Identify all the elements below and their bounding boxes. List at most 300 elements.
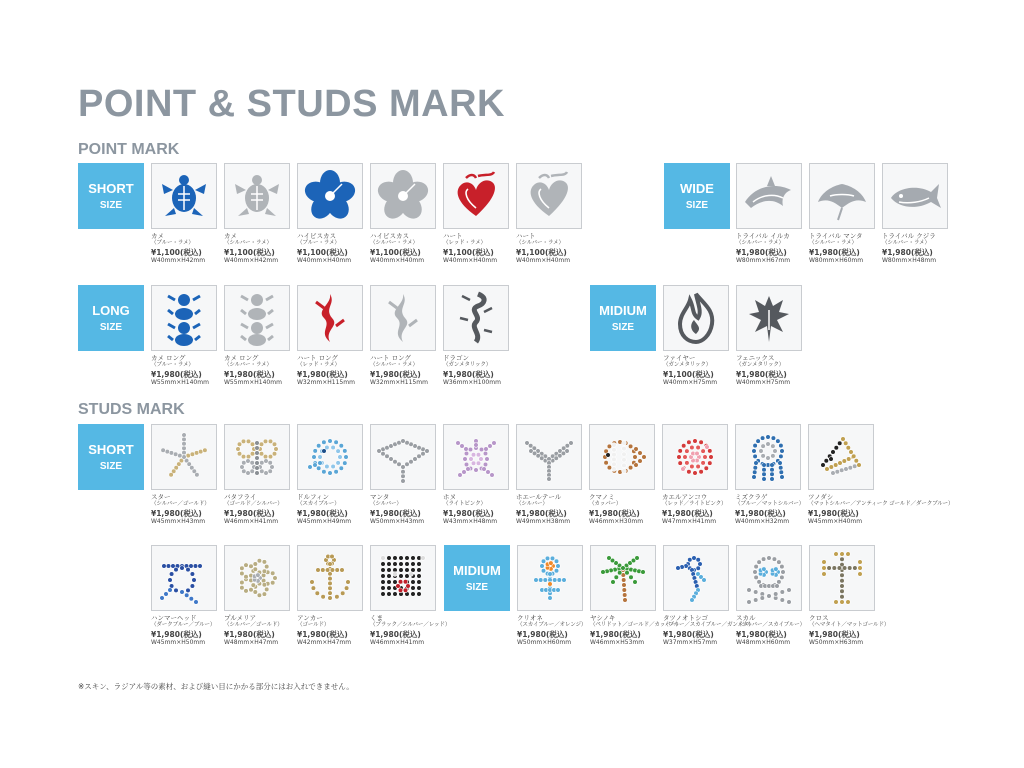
product-color: （シルバー／スカイブルー） (736, 622, 806, 628)
dragon-icon (448, 290, 504, 346)
product-item (224, 545, 294, 647)
product-price: ¥1,100(税込) (663, 369, 714, 379)
size-tag-line2: SIZE (465, 581, 489, 593)
product-price: ¥1,100(税込) (370, 247, 421, 257)
clownfish-studs-icon (594, 429, 650, 485)
product-name: ハンマーヘッド (151, 614, 197, 622)
product-color: （ペリドット／ゴールド／カッパー） (590, 622, 682, 628)
product-thumbnail (297, 285, 363, 351)
product-name: ハート ロング (297, 354, 338, 362)
product-name: トライバル イルカ (736, 232, 790, 240)
manta-studs-icon (375, 429, 431, 485)
product-size: W40mm×H42mm (224, 256, 279, 264)
product-thumbnail (882, 163, 948, 229)
turtle-long-icon (229, 290, 285, 346)
frogfish-studs-icon (667, 429, 723, 485)
cross-studs-icon (814, 550, 870, 606)
product-name: ハート ロング (370, 354, 411, 362)
product-item (224, 424, 294, 526)
bear-studs-icon (375, 550, 431, 606)
product-size: W40mm×H32mm (735, 517, 790, 525)
product-color: （ブルー・ラメ） (151, 362, 194, 368)
product-name: ハート (516, 232, 536, 240)
product-thumbnail (224, 163, 290, 229)
product-caption (589, 493, 659, 526)
product-price: ¥1,980(税込) (809, 247, 860, 257)
seahorse-studs-icon (668, 550, 724, 606)
product-thumbnail (151, 163, 217, 229)
product-price: ¥1,100(税込) (151, 247, 202, 257)
heart-long-icon (375, 290, 431, 346)
product-size: W47mm×H41mm (662, 517, 717, 525)
product-color: （シルバー・ラメ） (516, 240, 564, 246)
product-color: （シルバー・ラメ） (736, 240, 784, 246)
product-thumbnail (663, 545, 729, 611)
product-name: トライバル マンタ (809, 232, 863, 240)
product-caption (297, 232, 367, 265)
product-size: W42mm×H47mm (297, 638, 352, 646)
product-thumbnail (809, 163, 875, 229)
product-thumbnail (297, 163, 363, 229)
product-caption (370, 614, 451, 647)
jellyfish-studs-icon (740, 429, 796, 485)
product-color: （シルバー・ラメ） (809, 240, 857, 246)
size-tag-wide (664, 163, 730, 229)
product-size: W46mm×H53mm (590, 638, 645, 646)
size-tag-line2: SIZE (611, 321, 635, 333)
product-thumbnail (370, 285, 436, 351)
product-item (736, 545, 806, 647)
product-thumbnail (151, 424, 217, 490)
product-name: ハイビスカス (370, 232, 409, 240)
product-item (517, 545, 587, 647)
product-name: ファイヤー (663, 354, 696, 362)
product-price: ¥1,980(税込) (663, 629, 714, 639)
product-color: （ブルー・ラメ） (151, 240, 194, 246)
product-color: （レッド・ラメ） (297, 362, 340, 368)
product-item (370, 545, 451, 647)
product-item (662, 424, 732, 526)
product-size: W40mm×H42mm (151, 256, 206, 264)
product-price: ¥1,980(税込) (735, 508, 786, 518)
product-size: W55mm×H140mm (224, 378, 282, 386)
product-size: W40mm×H40mm (297, 256, 352, 264)
product-size: W45mm×H40mm (808, 517, 863, 525)
product-price: ¥1,980(税込) (443, 508, 494, 518)
size-tag-line2: SIZE (99, 321, 123, 333)
tribal-heart-icon (521, 168, 577, 224)
anchor-studs-icon (302, 550, 358, 606)
product-price: ¥1,980(税込) (224, 369, 275, 379)
product-caption (151, 354, 221, 387)
turtle-icon (229, 168, 285, 224)
product-color: （ライトピンク） (443, 501, 486, 507)
product-caption (443, 354, 513, 387)
product-color: （シルバー） (370, 501, 402, 507)
product-item (808, 424, 954, 526)
product-name: カメ ロング (224, 354, 259, 362)
product-price: ¥1,980(税込) (590, 629, 641, 639)
tribal-whale-icon (887, 168, 943, 224)
product-item (809, 545, 890, 647)
hibiscus-icon (302, 168, 358, 224)
product-name: アンカー (297, 614, 323, 622)
product-caption (297, 493, 367, 526)
product-size: W40mm×H40mm (370, 256, 425, 264)
product-color: （ブルー／マットシルバー） (735, 501, 805, 507)
product-item (809, 163, 879, 265)
product-name: フェニックス (736, 354, 775, 362)
product-thumbnail (662, 424, 728, 490)
product-item (735, 424, 805, 526)
product-thumbnail (735, 424, 801, 490)
product-price: ¥1,980(税込) (224, 629, 275, 639)
product-price: ¥1,980(税込) (151, 369, 202, 379)
product-name: トライバル クジラ (882, 232, 936, 240)
fire-icon (668, 290, 724, 346)
clione-studs-icon (522, 550, 578, 606)
product-caption (224, 493, 294, 526)
product-caption (151, 232, 221, 265)
product-price: ¥1,980(税込) (809, 629, 860, 639)
product-item (370, 163, 440, 265)
product-caption (736, 614, 806, 647)
product-thumbnail (443, 424, 509, 490)
product-color: （シルバー／ゴールド） (151, 501, 210, 507)
product-thumbnail (370, 163, 436, 229)
product-name: クロス (809, 614, 829, 622)
product-color: （マットシルバー／アンティーク ゴールド／ダークブルー） (808, 501, 954, 507)
product-caption (736, 354, 806, 387)
product-size: W80mm×H67mm (736, 256, 791, 264)
moorish-idol-studs-icon (813, 429, 869, 485)
product-caption (663, 354, 733, 387)
product-size: W37mm×H57mm (663, 638, 718, 646)
product-price: ¥1,980(税込) (736, 247, 787, 257)
size-tag-line1: LONG (92, 302, 130, 318)
product-price: ¥1,980(税込) (662, 508, 713, 518)
product-color: （シルバー・ラメ） (370, 362, 418, 368)
product-price: ¥1,980(税込) (224, 508, 275, 518)
product-caption (370, 354, 440, 387)
product-color: （スカイブルー／オレンジ） (517, 622, 587, 628)
product-size: W32mm×H115mm (297, 378, 355, 386)
size-tag-short (78, 163, 144, 229)
product-price: ¥1,980(税込) (517, 629, 568, 639)
product-name: カメ (151, 232, 164, 240)
product-color: （シルバー・ラメ） (370, 240, 418, 246)
product-size: W45mm×H49mm (297, 517, 352, 525)
product-size: W40mm×H40mm (443, 256, 498, 264)
product-item (297, 285, 367, 387)
product-size: W48mm×H60mm (736, 638, 791, 646)
size-tag-line1: SHORT (88, 180, 134, 196)
product-color: （ダークブルー／ブルー） (151, 622, 216, 628)
product-size: W45mm×H50mm (151, 638, 206, 646)
product-price: ¥1,980(税込) (736, 629, 787, 639)
product-color: （シルバー・ラメ） (224, 240, 272, 246)
product-caption (882, 232, 952, 265)
product-caption (297, 614, 367, 647)
product-color: （ガンメタリック） (443, 362, 492, 368)
product-thumbnail (809, 545, 875, 611)
product-size: W46mm×H30mm (589, 517, 644, 525)
product-caption (297, 354, 367, 387)
product-name: プルメリア (224, 614, 257, 622)
product-price: ¥1,980(税込) (808, 508, 859, 518)
product-caption (224, 354, 294, 387)
product-thumbnail (370, 545, 436, 611)
product-caption (370, 232, 440, 265)
product-size: W80mm×H60mm (809, 256, 864, 264)
product-name: ドルフィン (297, 493, 329, 501)
hibiscus-icon (375, 168, 431, 224)
product-name: ドラゴン (443, 354, 469, 362)
product-item (516, 424, 586, 526)
product-item (590, 545, 682, 647)
product-name: ホヌ (443, 493, 456, 501)
palm-tree-studs-icon (595, 550, 651, 606)
product-thumbnail (516, 424, 582, 490)
product-size: W43mm×H48mm (443, 517, 498, 525)
product-item (224, 163, 294, 265)
tribal-dolphin-icon (741, 168, 797, 224)
product-name: ハイビスカス (297, 232, 336, 240)
product-thumbnail (151, 285, 217, 351)
product-item (663, 285, 733, 387)
product-name: カエルアンコウ (662, 493, 708, 501)
heart-long-icon (302, 290, 358, 346)
product-color: （ブラック／シルバー／レッド） (370, 622, 451, 628)
product-size: W46mm×H41mm (224, 517, 279, 525)
product-name: ミズクラゲ (735, 493, 768, 501)
product-price: ¥1,980(税込) (589, 508, 640, 518)
product-item (151, 285, 221, 387)
product-item (736, 163, 806, 265)
product-size: W50mm×H63mm (809, 638, 864, 646)
skull-studs-icon (741, 550, 797, 606)
product-name: クマノミ (589, 493, 615, 501)
product-size: W55mm×H140mm (151, 378, 209, 386)
product-caption (516, 493, 586, 526)
product-color: （カッパー） (589, 501, 622, 507)
product-caption (809, 614, 890, 647)
product-caption (516, 232, 586, 265)
size-tag-line2: SIZE (99, 199, 123, 211)
product-color: （ゴールド／シルバー） (224, 501, 283, 507)
product-item (151, 163, 221, 265)
product-caption (370, 493, 440, 526)
product-size: W40mm×H75mm (663, 378, 718, 386)
tribal-manta-icon (814, 168, 870, 224)
product-size: W45mm×H43mm (151, 517, 206, 525)
product-thumbnail (663, 285, 729, 351)
product-caption (735, 493, 805, 526)
product-color: （レッド／ライトピンク） (662, 501, 727, 507)
size-tag-line2: SIZE (99, 460, 123, 472)
product-price: ¥1,980(税込) (443, 369, 494, 379)
product-item (370, 285, 440, 387)
section-title-point-mark: POINT MARK (78, 141, 180, 158)
product-size: W50mm×H60mm (517, 638, 572, 646)
product-item (297, 545, 367, 647)
product-color: （ガンメタリック） (736, 362, 785, 368)
product-color: （ガンメタリック） (663, 362, 712, 368)
product-thumbnail (224, 285, 290, 351)
size-tag-line1: SHORT (88, 441, 134, 457)
product-color: （シルバー） (516, 501, 548, 507)
size-tag-line2: SIZE (685, 199, 709, 211)
product-price: ¥1,980(税込) (370, 508, 421, 518)
product-thumbnail (589, 424, 655, 490)
product-thumbnail (224, 424, 290, 490)
size-tag-studs-medium (444, 545, 510, 611)
product-caption (590, 614, 682, 647)
product-name: スター (151, 493, 171, 501)
product-thumbnail (370, 424, 436, 490)
product-price: ¥1,980(税込) (370, 629, 421, 639)
product-size: W36mm×H100mm (443, 378, 501, 386)
product-caption (443, 493, 513, 526)
product-size: W32mm×H115mm (370, 378, 428, 386)
product-item (882, 163, 952, 265)
product-price: ¥1,980(税込) (882, 247, 933, 257)
product-item (589, 424, 659, 526)
plumeria-studs-icon (229, 550, 285, 606)
whale-tail-studs-icon (521, 429, 577, 485)
product-size: W49mm×H38mm (516, 517, 571, 525)
product-name: マンタ (370, 493, 390, 501)
product-item (443, 285, 513, 387)
product-item (151, 545, 221, 647)
product-caption (662, 493, 732, 526)
product-size: W40mm×H40mm (516, 256, 571, 264)
product-name: ツノダシ (808, 493, 834, 501)
footnote: ※スキン、ラジアル等の素材、および縫い目にかかる部分にはお入れできません。 (78, 682, 354, 691)
product-size: W48mm×H47mm (224, 638, 279, 646)
hammerhead-studs-icon (156, 550, 212, 606)
phoenix-icon (741, 290, 797, 346)
product-color: （レッド・ラメ） (443, 240, 486, 246)
product-caption (443, 232, 513, 265)
product-thumbnail (443, 163, 509, 229)
product-item (443, 424, 513, 526)
product-name: クリオネ (517, 614, 543, 622)
product-thumbnail (224, 545, 290, 611)
product-name: カメ (224, 232, 237, 240)
product-caption (808, 493, 954, 526)
product-price: ¥1,980(税込) (151, 508, 202, 518)
product-color: （シルバー・ラメ） (882, 240, 930, 246)
size-tag-line1: MIDIUM (599, 302, 647, 318)
size-tag-line1: WIDE (680, 180, 714, 196)
product-thumbnail (736, 285, 802, 351)
product-name: ヤシノキ (590, 614, 616, 622)
product-item (370, 424, 440, 526)
product-color: （ブルー／スカイブルー／ガンメタ） (663, 622, 754, 628)
product-thumbnail (297, 424, 363, 490)
product-size: W80mm×H48mm (882, 256, 937, 264)
product-name: ホエールテール (516, 493, 562, 501)
product-caption (736, 232, 806, 265)
product-price: ¥1,980(税込) (297, 508, 348, 518)
page-title: POINT & STUDS MARK (78, 83, 505, 125)
section-title-studs-mark: STUDS MARK (78, 401, 185, 418)
product-color: （ヘマタイト／マットゴールド） (809, 622, 890, 628)
product-name: バタフライ (224, 493, 257, 501)
product-caption (224, 232, 294, 265)
product-item (516, 163, 586, 265)
size-tag-line1: MIDIUM (453, 562, 501, 578)
product-name: くま (370, 614, 383, 622)
product-item (297, 424, 367, 526)
product-color: （ブルー・ラメ） (297, 240, 340, 246)
product-item (736, 285, 806, 387)
product-price: ¥1,980(税込) (151, 629, 202, 639)
product-name: カメ ロング (151, 354, 186, 362)
product-price: ¥1,980(税込) (736, 369, 787, 379)
butterfly-studs-icon (229, 429, 285, 485)
product-thumbnail (516, 163, 582, 229)
product-name: スカル (736, 614, 756, 622)
tribal-heart-icon (448, 168, 504, 224)
star-studs-icon (156, 429, 212, 485)
product-thumbnail (808, 424, 874, 490)
turtle-icon (156, 168, 212, 224)
product-name: ハート (443, 232, 463, 240)
product-thumbnail (517, 545, 583, 611)
product-color: （ゴールド） (297, 622, 330, 628)
product-item (443, 163, 513, 265)
product-item (151, 424, 221, 526)
size-tag-studs-short (78, 424, 144, 490)
product-price: ¥1,980(税込) (370, 369, 421, 379)
product-price: ¥1,100(税込) (443, 247, 494, 257)
product-price: ¥1,100(税込) (516, 247, 567, 257)
product-thumbnail (736, 163, 802, 229)
product-price: ¥1,980(税込) (516, 508, 567, 518)
product-caption (517, 614, 587, 647)
product-price: ¥1,980(税込) (297, 629, 348, 639)
product-thumbnail (736, 545, 802, 611)
dolphin-studs-icon (302, 429, 358, 485)
product-size: W46mm×H41mm (370, 638, 425, 646)
turtle-long-icon (156, 290, 212, 346)
product-thumbnail (443, 285, 509, 351)
honu-studs-icon (448, 429, 504, 485)
product-name: タツノオトシゴ (663, 614, 708, 622)
product-size: W50mm×H43mm (370, 517, 425, 525)
product-color: （シルバー・ラメ） (224, 362, 272, 368)
product-price: ¥1,980(税込) (297, 369, 348, 379)
size-tag-long (78, 285, 144, 351)
product-color: （スカイブルー） (297, 501, 340, 507)
product-caption (224, 614, 294, 647)
product-caption (151, 493, 221, 526)
product-price: ¥1,100(税込) (224, 247, 275, 257)
product-price: ¥1,100(税込) (297, 247, 348, 257)
product-thumbnail (297, 545, 363, 611)
product-thumbnail (590, 545, 656, 611)
product-caption (151, 614, 221, 647)
product-color: （シルバー／ゴールド） (224, 622, 283, 628)
product-caption (809, 232, 879, 265)
product-thumbnail (151, 545, 217, 611)
size-tag-medium (590, 285, 656, 351)
product-item (224, 285, 294, 387)
product-item (297, 163, 367, 265)
product-size: W40mm×H75mm (736, 378, 791, 386)
